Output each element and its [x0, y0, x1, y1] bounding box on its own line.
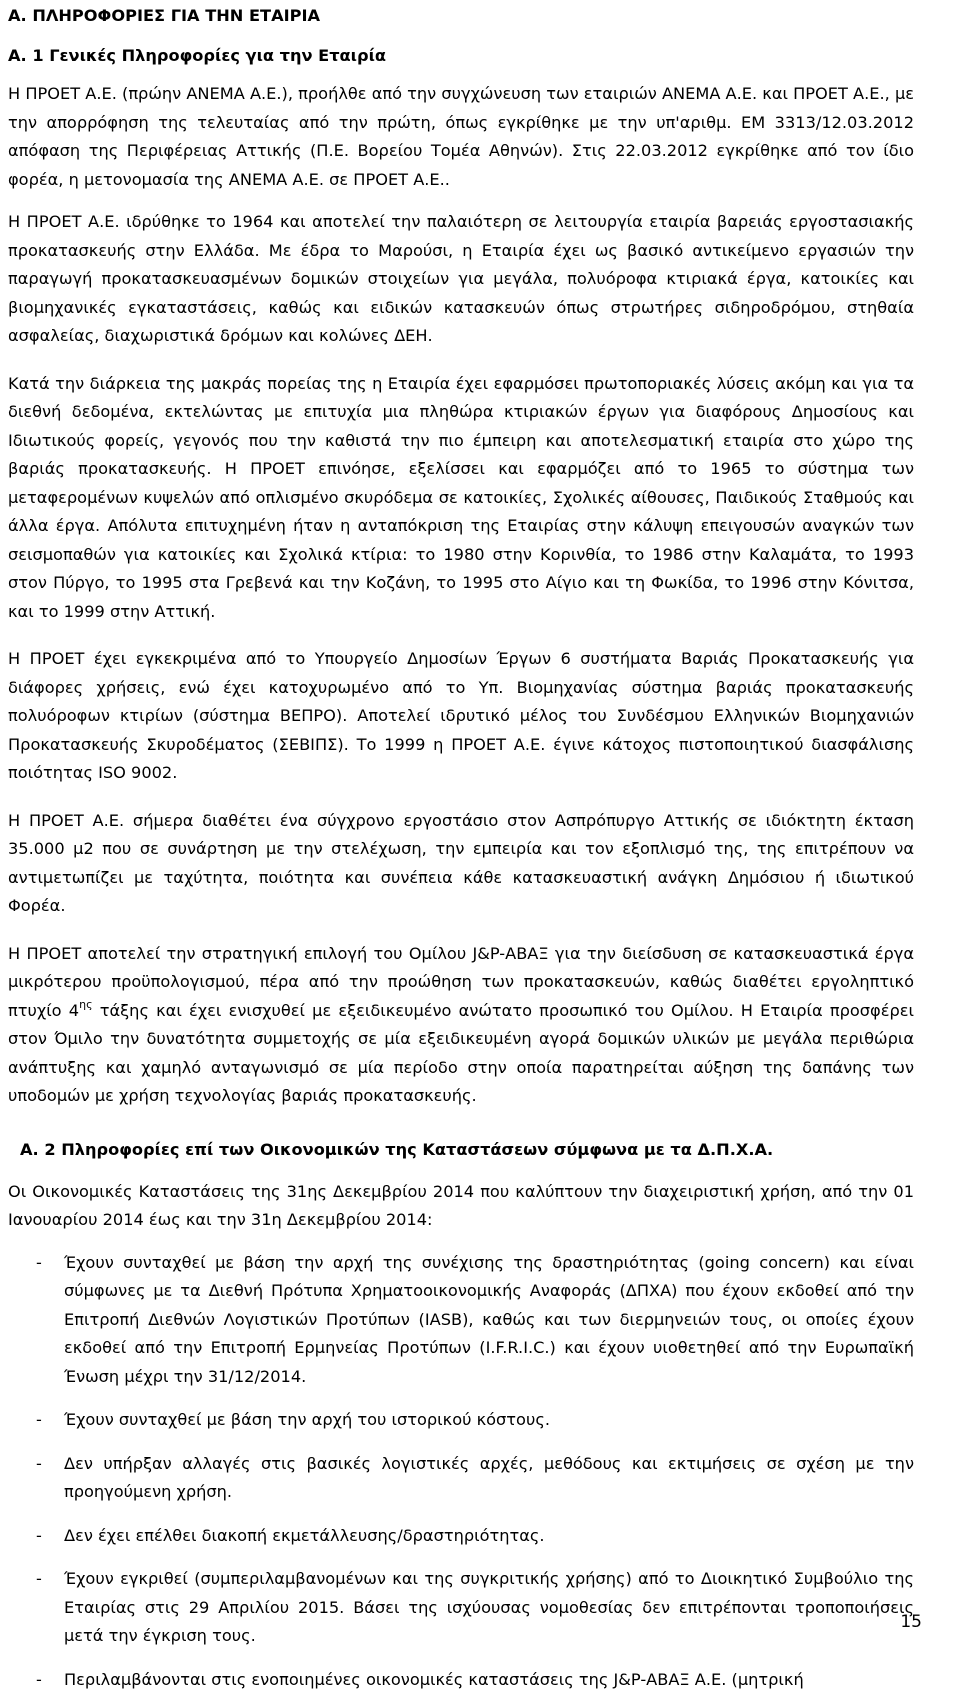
paragraph-founding: Η ΠΡΟΕΤ Α.Ε. ιδρύθηκε το 1964 και αποτελεί την παλαιότερη σε λειτουργία εταιρία βαρειάς εργοστασιακής προκατασκευής στην Ελλάδα. Με έδρα το Μαρούσι, η Εταιρία έχει ως βασικό αντικείμενο εργασιών την παραγωγή προκατασκευασμένων δομικών στοιχείων για μεγάλα, πολυόροφα κτιριακά έργα, κατοικίες και βιομηχανικές εγκαταστάσεις, καθώς και ειδικών κατασκευών όπως στρωτήρες σιδηροδρόμου, στηθαία ασφαλείας, διαχωριστικά δρόμων και κολώνες ΔΕΗ. [8, 208, 914, 351]
financial-statements-intro: Οι Οικονομικές Καταστάσεις της 31ης Δεκεμβρίου 2014 που καλύπτουν την διαχειριστική χρήση, από την 01 Ιανουαρίου 2014 έως και την 31η Δεκεμβρίου 2014: [8, 1178, 914, 1235]
list-item [8, 1666, 914, 1694]
list-bullet: - [36, 1249, 42, 1278]
paragraph-factory: Η ΠΡΟΕΤ Α.Ε. σήμερα διαθέτει ένα σύγχρονο εργοστάσιο στον Ασπρόπυργο Αττικής σε ιδιόκτητη έκταση 35.000 μ2 που σε συνάρτηση με την στελέχωση, την εμπειρία και τον εξοπλισμό της, της επιτρέπουν να αντιμετωπίζει με ταχύτητα, ποιότητα και συνέπεια κάθε κατασκευαστική ανάγκη Δημόσιου ή ιδιωτικού Φορέα. [8, 807, 914, 921]
list-item-text: Δεν έχει επέλθει διακοπή εκμετάλλευσης/δραστηριότητας. [64, 1526, 545, 1545]
group-strategy-text-1: Η ΠΡΟΕΤ αποτελεί την στρατηγική επιλογή του Ομίλου J&P-ΑΒΑΞ για την διείσδυση σε κατασκευαστικά έργα μικρότερου προϋπολογισμού, πέρα από την προώθηση των προκατασκευών, καθώς διαθέτει εργοληπτικό πτυχίο 4 [8, 944, 914, 1020]
paragraph-systems: Η ΠΡΟΕΤ έχει εγκεκριμένα από το Υπουργείο Δημοσίων Έργων 6 συστήματα Βαριάς Προκατασκευής για διάφορες χρήσεις, ενώ έχει κατοχυρωμένο από το Υπ. Βιομηχανίας σύστημα βαριάς προκατασκευής πολυόροφων κτιρίων (σύστημα ΒΕΠΡΟ). Αποτελεί ιδρυτικό μέλος του Συνδέσμου Ελληνικών Βιομηχανιών Προκατασκευής Σκυροδέματος (ΣΕΒΙΠΣ). Το 1999 η ΠΡΟΕΤ Α.Ε. έγινε κάτοχος πιστοποιητικού διασφάλισης ποιότητας ISO 9002. [8, 645, 914, 788]
paragraph-group-strategy [8, 940, 914, 1111]
list-item [8, 1522, 914, 1551]
list-bullet: - [36, 1565, 42, 1594]
list-item-text: Περιλαμβάνονται στις ενοποιημένες οικονομικές καταστάσεις της J&P-ΑΒΑΞ Α.Ε. (μητρική [64, 1670, 804, 1689]
page-number: 15 [900, 1611, 922, 1633]
list-item-text: Δεν υπήρξαν αλλαγές στις βασικές λογιστικές αρχές, μεθόδους και εκτιμήσεις σε σχέση με την προηγούμενη χρήση. [64, 1454, 914, 1502]
ordinal-superscript: ης [79, 998, 92, 1011]
list-item-text: Έχουν εγκριθεί (συμπεριλαμβανομένων και της συγκριτικής χρήσης) από το Διοικητικό Συμβούλιο της Εταιρίας στις 29 Απριλίου 2015. Βάσει της ισχύουσας νομοθεσίας δεν επιτρέπονται τροποποιήσεις μετά την έγκριση τους. [64, 1569, 914, 1645]
subsection-1-title: Α. 1 Γενικές Πληροφορίες για την Εταιρία [8, 42, 914, 70]
list-item-text: Έχουν συνταχθεί με βάση την αρχή της συνέχισης της δραστηριότητας (going concern) και είναι σύμφωνες με τα Διεθνή Πρότυπα Χρηματοοικονομικής Αναφοράς (ΔΠΧΑ) που έχουν εκδοθεί από την Επιτροπή Διεθνών Λογιστικών Προτύπων (IASB), καθώς και των διερμηνειών τους, οι οποίες έχουν εκδοθεί από την Επιτροπή Ερμηνείας Προτύπων (I.F.R.I.C.) και έχουν υιοθετηθεί από την Ευρωπαϊκή Ένωση μέχρι την 31/12/2014. [64, 1253, 914, 1386]
list-item [8, 1565, 914, 1651]
list-bullet: - [36, 1406, 42, 1435]
financial-statements-list [8, 1249, 914, 1694]
list-bullet: - [36, 1450, 42, 1479]
list-item-text: Έχουν συνταχθεί με βάση την αρχή του ιστορικού κόστους. [64, 1410, 550, 1429]
paragraph-history: Κατά την διάρκεια της μακράς πορείας της η Εταιρία έχει εφαρμόσει πρωτοποριακές λύσεις ακόμη και για τα διεθνή δεδομένα, εκτελώντας με επιτυχία μια πληθώρα κτιριακών έργων για διαφόρους Δημοσίους και Ιδιωτικούς φορείς, γεγονός που την καθιστά την πιο έμπειρη και αποτελεσματική εταιρία στο χώρο της βαριάς προκατασκευής. Η ΠΡΟΕΤ επινόησε, εξελίσσει και εφαρμόζει από το 1965 το σύστημα των μεταφερομένων κυψελών από οπλισμένο σκυρόδεμα σε κατοικίες, Σχολικές αίθουσες, Παιδικούς Σταθμούς και άλλα έργα. Απόλυτα επιτυχημένη ήταν η ανταπόκριση της Εταιρίας στην κάλυψη επειγουσών αναγκών των σεισμοπαθών για κατοικίες και Σχολικά κτίρια: το 1980 στην Κορινθία, το 1986 στην Καλαμάτα, το 1993 στον Πύργο, το 1995 στα Γρεβενά και την Κοζάνη, το 1995 στο Αίγιο και τη Φωκίδα, το 1996 στην Κόνιτσα, και το 1999 στην Αττική. [8, 370, 914, 627]
list-item [8, 1249, 914, 1392]
paragraph-merger: Η ΠΡΟΕΤ Α.Ε. (πρώην ΑΝΕΜΑ Α.Ε.), προήλθε από την συγχώνευση των εταιριών ΑΝΕΜΑ Α.Ε. και ΠΡΟΕΤ Α.Ε., με την απορρόφηση της τελευταίας από την πρώτη, όπως εγκρίθηκε με την υπ'αριθμ. ΕΜ 3313/12.03.2012 απόφαση της Περιφέρειας Αττικής (Π.Ε. Βορείου Τομέα Αθηνών). Στις 22.03.2012 εγκρίθηκε από τον ίδιο φορέα, η μετονομασία της ΑΝΕΜΑ Α.Ε. σε ΠΡΟΕΤ Α.Ε.. [8, 80, 914, 194]
list-item [8, 1450, 914, 1507]
section-title: Α. ΠΛΗΡΟΦΟΡΙΕΣ ΓΙΑ ΤΗΝ ΕΤΑΙΡΙΑ [8, 2, 914, 30]
group-strategy-text-2: τάξης και έχει ενισχυθεί με εξειδικευμένο ανώτατο προσωπικό του Ομίλου. Η Εταιρία προσφέρει στον Όμιλο την δυνατότητα συμμετοχής σε μία εξειδικευμένη αγορά δομικών υλικών με μεγάλα περιθώρια ανάπτυξης και χαμηλό ανταγωνισμό σε μία περίοδο στην οποία παρατηρείται αύξηση της δαπάνης των υποδομών με χρήση τεχνολογίας βαριάς προκατασκευής. [8, 1001, 914, 1106]
list-item [8, 1406, 914, 1435]
page-content [8, 2, 914, 1694]
list-bullet: - [36, 1666, 42, 1694]
subsection-2-title: Α. 2 Πληροφορίες επί των Οικονομικών της Καταστάσεων σύμφωνα με τα Δ.Π.Χ.Α. [20, 1136, 914, 1164]
list-bullet: - [36, 1522, 42, 1551]
